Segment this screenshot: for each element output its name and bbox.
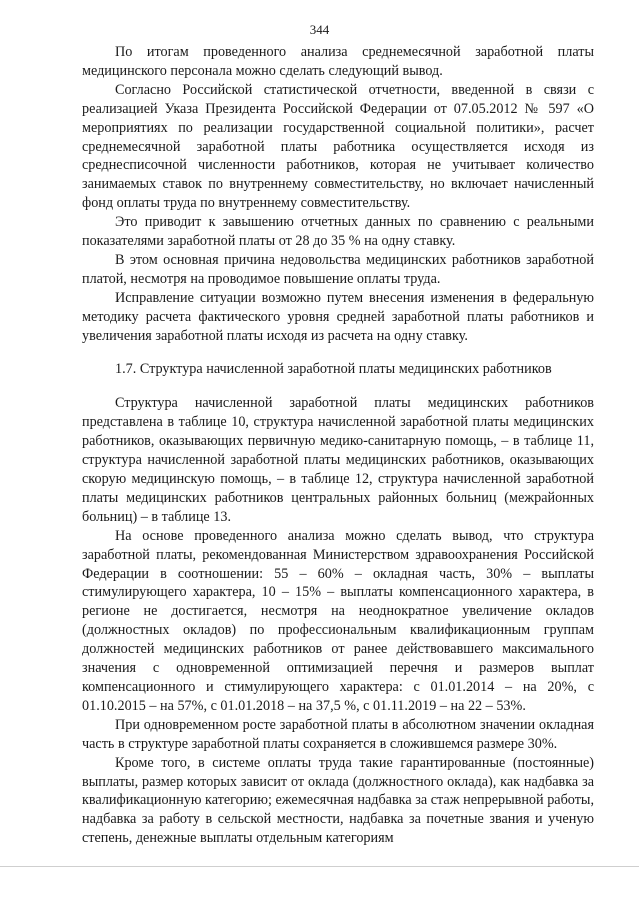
- paragraph: В этом основная причина недовольства медицинских работников заработной платой, несмотря на проводимое повышение оплаты труда.: [82, 251, 594, 287]
- document-body: [82, 43, 594, 848]
- paragraph: Исправление ситуации возможно путем внесения изменения в федеральную методику расчета фактического уровня средней заработной платы работников и увеличения заработной платы исходя из расчета на одну ставку.: [82, 289, 594, 344]
- paragraph: По итогам проведенного анализа среднемесячной заработной платы медицинского персонала можно сделать следующий вывод.: [82, 44, 594, 79]
- paragraph: При одновременном росте заработной платы в абсолютном значении окладная часть в структуре заработной платы сохраняется в сложившемся размере 30%.: [82, 716, 594, 752]
- section-heading: 1.7. Структура начисленной заработной платы медицинских работников: [115, 360, 552, 377]
- paragraph: Согласно Российской статистической отчетности, введенной в связи с реализацией Указа Президента Российской Федерации от 07.05.2012 № 597 «О мероприятиях по реализации государственной социальной политики», расчет среднемесячной заработной платы работника осуществляется исходя из среднесписочной численности работников, которая не учитывает количество занимаемых ставок по внутреннему совместительству, но включает начисленный фонд оплаты труда по внутреннему совместительству.: [82, 81, 594, 212]
- page-bottom-divider: [0, 866, 639, 867]
- paragraph: Это приводит к завышению отчетных данных по сравнению с реальными показателями заработной платы от 28 до 35 % на одну ставку.: [82, 214, 594, 250]
- paragraph: Кроме того, в системе оплаты труда такие гарантированные (постоянные) выплаты, размер которых зависит от оклада (должностного оклада), как надбавка за квалификационную категорию; ежемесячная надбавка за стаж непрерывной работы, надбавка за работу в сельской местности, надбавка за почетные звания и ученую степень, денежные выплаты отдельным категориям: [82, 754, 594, 847]
- page-number: 344: [309, 22, 330, 37]
- paragraph: На основе проведенного анализа можно сделать вывод, что структура заработной платы, рекомендованная Министерством здравоохранения Российской Федерации в соотношении: 55 – 60% – окладная часть, 30% – выплаты стимулирующего характера, 10 – 15% – выплаты компенсационного характера, в регионе не достигается, несмотря на неоднократное увеличение окладов (должностных окладов) по профессиональным квалификационным группам должностей медицинских работников от ранее действовавшего максимального значения с одновременной оптимизацией перечня и размеров выплат компенсационного и стимулирующего характера: с 01.01.2014 – на 20%, с 01.10.2015 – на 57%, с 01.01.2018 – на 37,5 %, с 01.11.2019 – на 22 – 53%.: [82, 527, 594, 714]
- paragraph: Структура начисленной заработной платы медицинских работников представлена в таблице 10, структура начисленной заработной платы медицинских работников, оказывающих первичную медико-санитарную помощь, – в таблице 11, структура начисленной заработной платы медицинских работников, оказывающих скорую медицинскую помощь, – в таблице 12, структура начисленной заработной платы медицинских работников центральных районных больниц (межрайонных больниц) – в таблице 13.: [82, 395, 594, 525]
